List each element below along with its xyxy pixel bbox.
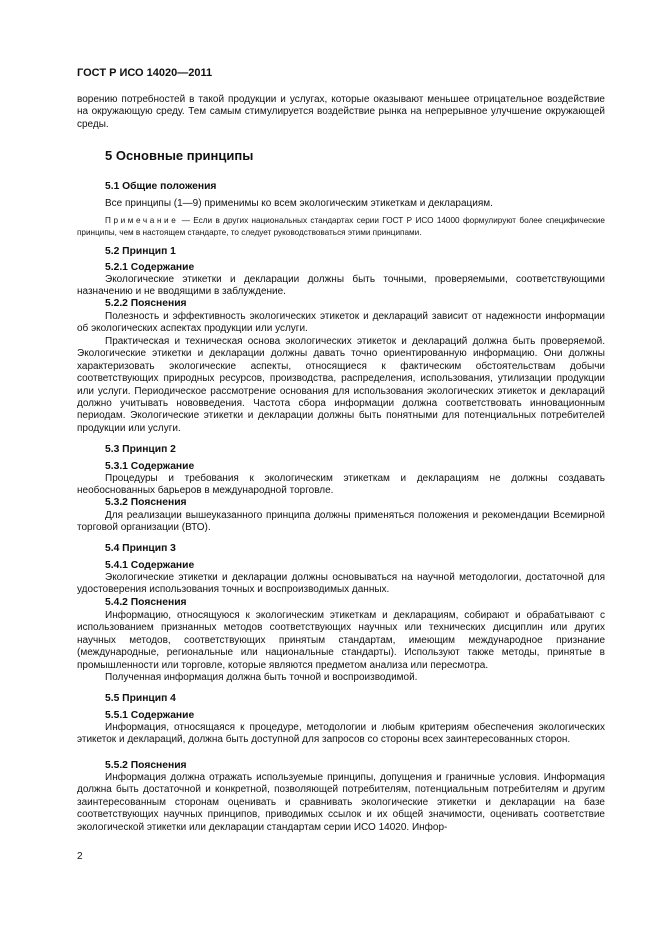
section-5-5-2-title: 5.5.2 Пояснения: [105, 760, 187, 771]
section-5-4-2-p2: Полученная информация должна быть точной и воспроизводимой.: [105, 672, 418, 683]
section-5-5-1-text: Информация, относящаяся к процедуре, методологии и любым критериям обеспечения экологических этикеток и деклараций, должна быть доступной для запросов со стороны всех заинтересованных сторон.: [77, 722, 605, 746]
section-5-3-2-text: Для реализации вышеуказанного принципа должны применяться положения и рекомендации Всемирной торговой организации (ВТО).: [77, 510, 605, 534]
section-5-2-2-title: 5.2.2 Пояснения: [105, 298, 187, 309]
section-5-3-1-title: 5.3.1 Содержание: [105, 461, 195, 472]
section-5-4-2-title: 5.4.2 Пояснения: [105, 597, 187, 608]
section-5-4-2-p1: Информацию, относящуюся к экологическим этикеткам и декларациям, собирают и обрабатывают с использованием признанных методов соответствующих научных или технических дисциплин или других научных методов, соответствующих принятым стандартам, имеющим международное признание (международные, региональные или национальные стандарты). Используют также методы, принятые в промышленности или торговле, которые являются предметом анализа или пересмотра.: [77, 610, 605, 671]
section-5-4-1-text: Экологические этикетки и декларации должны основываться на научной методологии, достаточной для удостоверения использования точных и воспроизводимых данных.: [77, 572, 605, 596]
document-header: ГОСТ Р ИСО 14020—2011: [77, 67, 213, 79]
note-label: Примечание: [105, 216, 179, 225]
section-5-2-2-p2: Практическая и техническая основа экологических этикеток и деклараций должна быть проверяемой. Экологические этикетки и декларации должны давать точно ориентированную информацию. Они должны характеризовать экологические аспекты, относящиеся к фактическим обстоятельствам добычи соответствующих природных ресурсов, производства, распределения, использования, утилизации продукции или услуги. Периодическое рассмотрение основания для использования экологических этикеток и деклараций должно учитывать нововведения. Частота сбора информации должна соответствовать инновационным периодам. Экологические этикетки и декларации должны быть понятными для потенциальных потребителей продукции или услуги.: [77, 336, 605, 434]
intro-paragraph: ворению потребностей в такой продукции и услугах, которые оказывают меньшее отрицательное воздействие на окружающую среду. Тем самым стимулируется воздействие рынка на непрерывное улучшение окружающей среды.: [77, 94, 605, 130]
section-5-2-title: 5.2 Принцип 1: [105, 246, 176, 257]
section-5-3-2-title: 5.3.2 Пояснения: [105, 497, 187, 508]
section-5-5-1-title: 5.5.1 Содержание: [105, 710, 195, 721]
page-number: 2: [77, 851, 83, 862]
section-5-2-2-p1: Полезность и эффективность экологических этикеток и деклараций зависит от надежности информации об экологических аспектах продукции или услуги.: [77, 311, 605, 335]
section-5-5-2-text: Информация должна отражать используемые принципы, допущения и граничные условия. Информация должна быть достаточной и конкретной, позволяющей потребителям, потенциальным потребителям и другим заинтересованным сторонам оценивать и сравнивать экологические этикетки и декларации на базе соответствующих научных принципов, приводимых ссылок и их общей значимости, оценивать соответствие экологической этикетки или декларации стандартам серии ИСО 14020. Инфор-: [77, 772, 605, 833]
section-5-1-title: 5.1 Общие положения: [105, 181, 217, 192]
section-5-2-1-text: Экологические этикетки и декларации должны быть точными, проверяемыми, соответствующими назначению и не вводящими в заблуждение.: [77, 274, 605, 298]
section-5-3-title: 5.3 Принцип 2: [105, 444, 176, 455]
section-5-2-1-title: 5.2.1 Содержание: [105, 262, 195, 273]
section-5-5-title: 5.5 Принцип 4: [105, 693, 176, 704]
section-5-1-text: Все принципы (1—9) применимы ко всем экологическим этикеткам и декларациям.: [105, 198, 493, 209]
section-5-3-1-text: Процедуры и требования к экологическим этикеткам и декларациям не должны создавать необоснованных барьеров в международной торговле.: [77, 473, 605, 497]
note-text: — Если в других национальных стандартах серии ГОСТ Р ИСО 14000 формулируют более специфические принципы, чем в настоящем стандарте, то следует руководствоваться этими принципами.: [77, 216, 605, 238]
section-5-4-1-title: 5.4.1 Содержание: [105, 560, 195, 571]
section-5-title: 5 Основные принципы: [105, 148, 254, 163]
note: [77, 215, 605, 239]
section-5-4-title: 5.4 Принцип 3: [105, 543, 176, 554]
